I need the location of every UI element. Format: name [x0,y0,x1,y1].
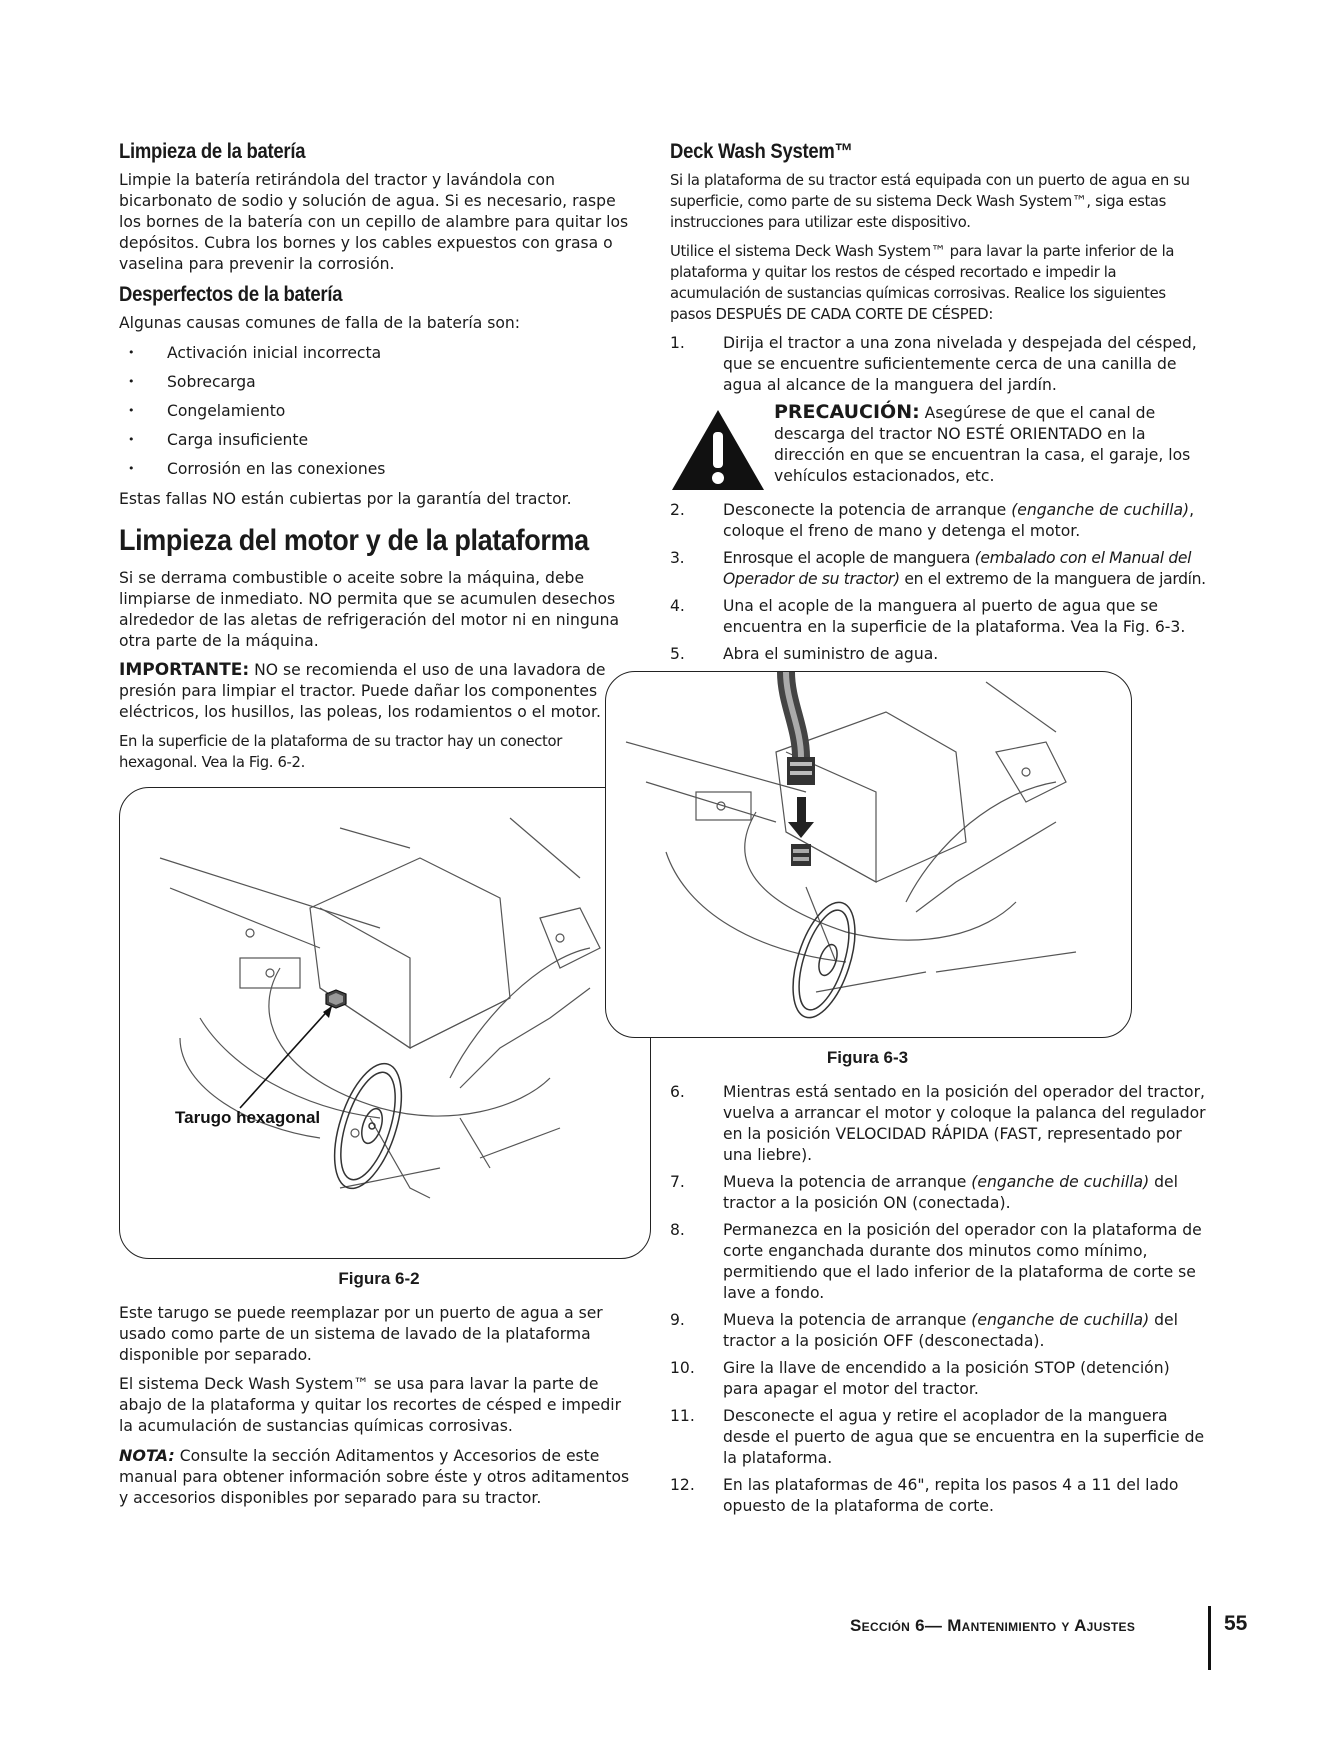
list-item: 11. Desconecte el agua y retire el acoplador de la manguera desde el puerto de agua que se encuentra en la superficie de la plataforma. [670,1407,1205,1467]
important-label: IMPORTANTE: [119,660,250,680]
list-item: 4. Una el acople de la manguera al puerto de agua que se encuentra en la superficie de la plataforma. Vea la Fig. 6-3. [670,597,1186,636]
figure-6-3-caption: Figura 6-3 [826,1048,909,1067]
list-item: • Corrosión en las conexiones [119,454,639,483]
list-item: • Congelamiento [119,396,639,425]
engine-cleaning-body: Si se derrama combustible o aceite sobre la máquina, debe limpiarse de inmediato. NO permita que se acumulen desechos alrededor de las aletas de refrigeración del motor ni en ninguna otra parte de la máquina. [119,569,620,650]
list-item: • Activación inicial incorrecta [119,338,639,367]
steps-list-a [670,333,1210,396]
battery-faults-outro: Estas fallas NO están cubiertas por la garantía del tractor. [119,490,572,508]
down-arrow-icon [788,797,814,838]
battery-cleaning-heading: Limpieza de la batería [119,140,306,163]
deck-hex-plug-illustration [120,788,650,1258]
note [119,1445,639,1509]
figure-6-2 [119,787,651,1259]
figure-6-3 [605,671,1132,1038]
figure-6-2-caption: Figura 6-2 [338,1269,420,1288]
garden-hose-icon [786,672,815,785]
important-text: NO se recomienda el uso de una lavadora de presión para limpiar el tractor. Puede dañar los componentes eléctricos, los husillos, las poleas, los rodamientos o el motor. [119,661,606,721]
important-note [119,660,639,723]
deck-wash-p1: Si la plataforma de su tractor está equipada con un puerto de agua en su superficie, como parte de su sistema Deck Wash System™, siga estas instrucciones para utilizar este dispositivo. [670,172,1190,231]
deck-wash-heading: Deck Wash System™ [670,140,853,163]
battery-cleaning-body: Limpie la batería retirándola del tractor y lavándola con bicarbonato de sodio y solución de agua. Si es necesario, raspe los bornes de la batería con un cepillo de alambre para quitar los depósitos. Cubra los bornes y los cables expuestos con grasa o vaselina para prevenir la corrosión. [119,171,629,273]
section-footer: Sección 6— Mantenimiento y Ajustes [850,1616,1136,1635]
list-item: 7. Mueva la potencia de arranque (enganche de cuchilla) del tractor a la posición ON (conectada). [670,1173,1178,1212]
list-item: 9. Mueva la potencia de arranque (enganche de cuchilla) del tractor a la posición OFF (desconectada). [670,1311,1178,1350]
caution-block [670,402,1210,492]
hex-plug-callout: Tarugo hexagonal [175,1108,321,1127]
warning-triangle-icon [670,408,766,492]
battery-faults-intro: Algunas causas comunes de falla de la batería son: [119,314,521,332]
caution-text: Asegúrese de que el canal de descarga del tractor NO ESTÉ ORIENTADO en la dirección en que se encuentran la casa, el garaje, los vehículos estacionados, etc. [774,404,1191,485]
engine-cleaning-heading: Limpieza del motor y de la plataforma [119,524,589,557]
list-item: • Sobrecarga [119,367,639,396]
water-port-icon [791,844,811,866]
note-text: Consulte la sección Aditamentos y Accesorios de este manual para obtener información sobre éste y otros aditamentos y accesorios disponibles por separado para su tractor. [119,1447,630,1507]
after-figure-p2: El sistema Deck Wash System™ se usa para lavar la parte de abajo de la plataforma y quitar los recortes de césped e impedir la acumulación de sustancias químicas corrosivas. [119,1375,622,1435]
deck-wash-port-illustration [606,672,1131,1037]
list-item: 6. Mientras está sentado en la posición del operador del tractor, vuelva a arrancar el motor y coloque la palanca del regulador en la posición VELOCIDAD RÁPIDA (FAST, representado por una liebre). [670,1083,1206,1164]
caution-label: PRECAUCIÓN: [774,401,920,423]
battery-faults-heading: Desperfectos de la batería [119,283,343,306]
after-figure-p1: Este tarugo se puede reemplazar por un puerto de agua a ser usado como parte de un sistema de lavado de la plataforma disponible por separado. [119,1304,603,1364]
footer-divider [1208,1606,1211,1670]
page-number: 55 [1224,1612,1248,1635]
steps-list-c [670,1082,1210,1517]
left-column [119,140,639,1517]
callout-arrow [240,1006,332,1108]
connector-text: En la superficie de la plataforma de su tractor hay un conector hexagonal. Vea la Fig. 6-2. [119,733,562,771]
note-label: NOTA: [119,1446,175,1465]
deck-wash-p2: Utilice el sistema Deck Wash System™ para lavar la parte inferior de la plataforma y quitar los restos de césped recortado e impedir la acumulación de sustancias químicas corrosivas. Realice los siguientes pasos DESPUÉS DE CADA CORTE DE CÉSPED: [670,243,1175,323]
steps-list-b [670,500,1210,665]
list-item: 3. Enrosque el acople de manguera (embalado con el Manual del Operador de su tractor) en el extremo de la manguera de jardín. [670,549,1206,588]
list-item: 10. Gire la llave de encendido a la posición STOP (detención) para apagar el motor del tractor. [670,1359,1170,1398]
list-item: 5. Abra el suministro de agua. [670,645,939,663]
list-item: 8. Permanezca en la posición del operador con la plataforma de corte enganchada durante dos minutos como mínimo, permitiendo que el lado inferior de la plataforma de corte se lave a fondo. [670,1221,1202,1302]
list-item: • Carga insuficiente [119,425,639,454]
battery-faults-list [119,338,639,483]
hex-plug-icon [326,990,346,1008]
list-item: 2. Desconecte la potencia de arranque (enganche de cuchilla), coloque el freno de mano y detenga el motor. [670,501,1195,540]
right-column [670,140,1210,1523]
list-item: 1. Dirija el tractor a una zona nivelada y despejada del césped, que se encuentre suficientemente cerca de una canilla de agua al alcance de la manguera del jardín. [670,334,1197,394]
list-item: 12. En las plataformas de 46", repita los pasos 4 a 11 del lado opuesto de la plataforma de corte. [670,1476,1179,1515]
